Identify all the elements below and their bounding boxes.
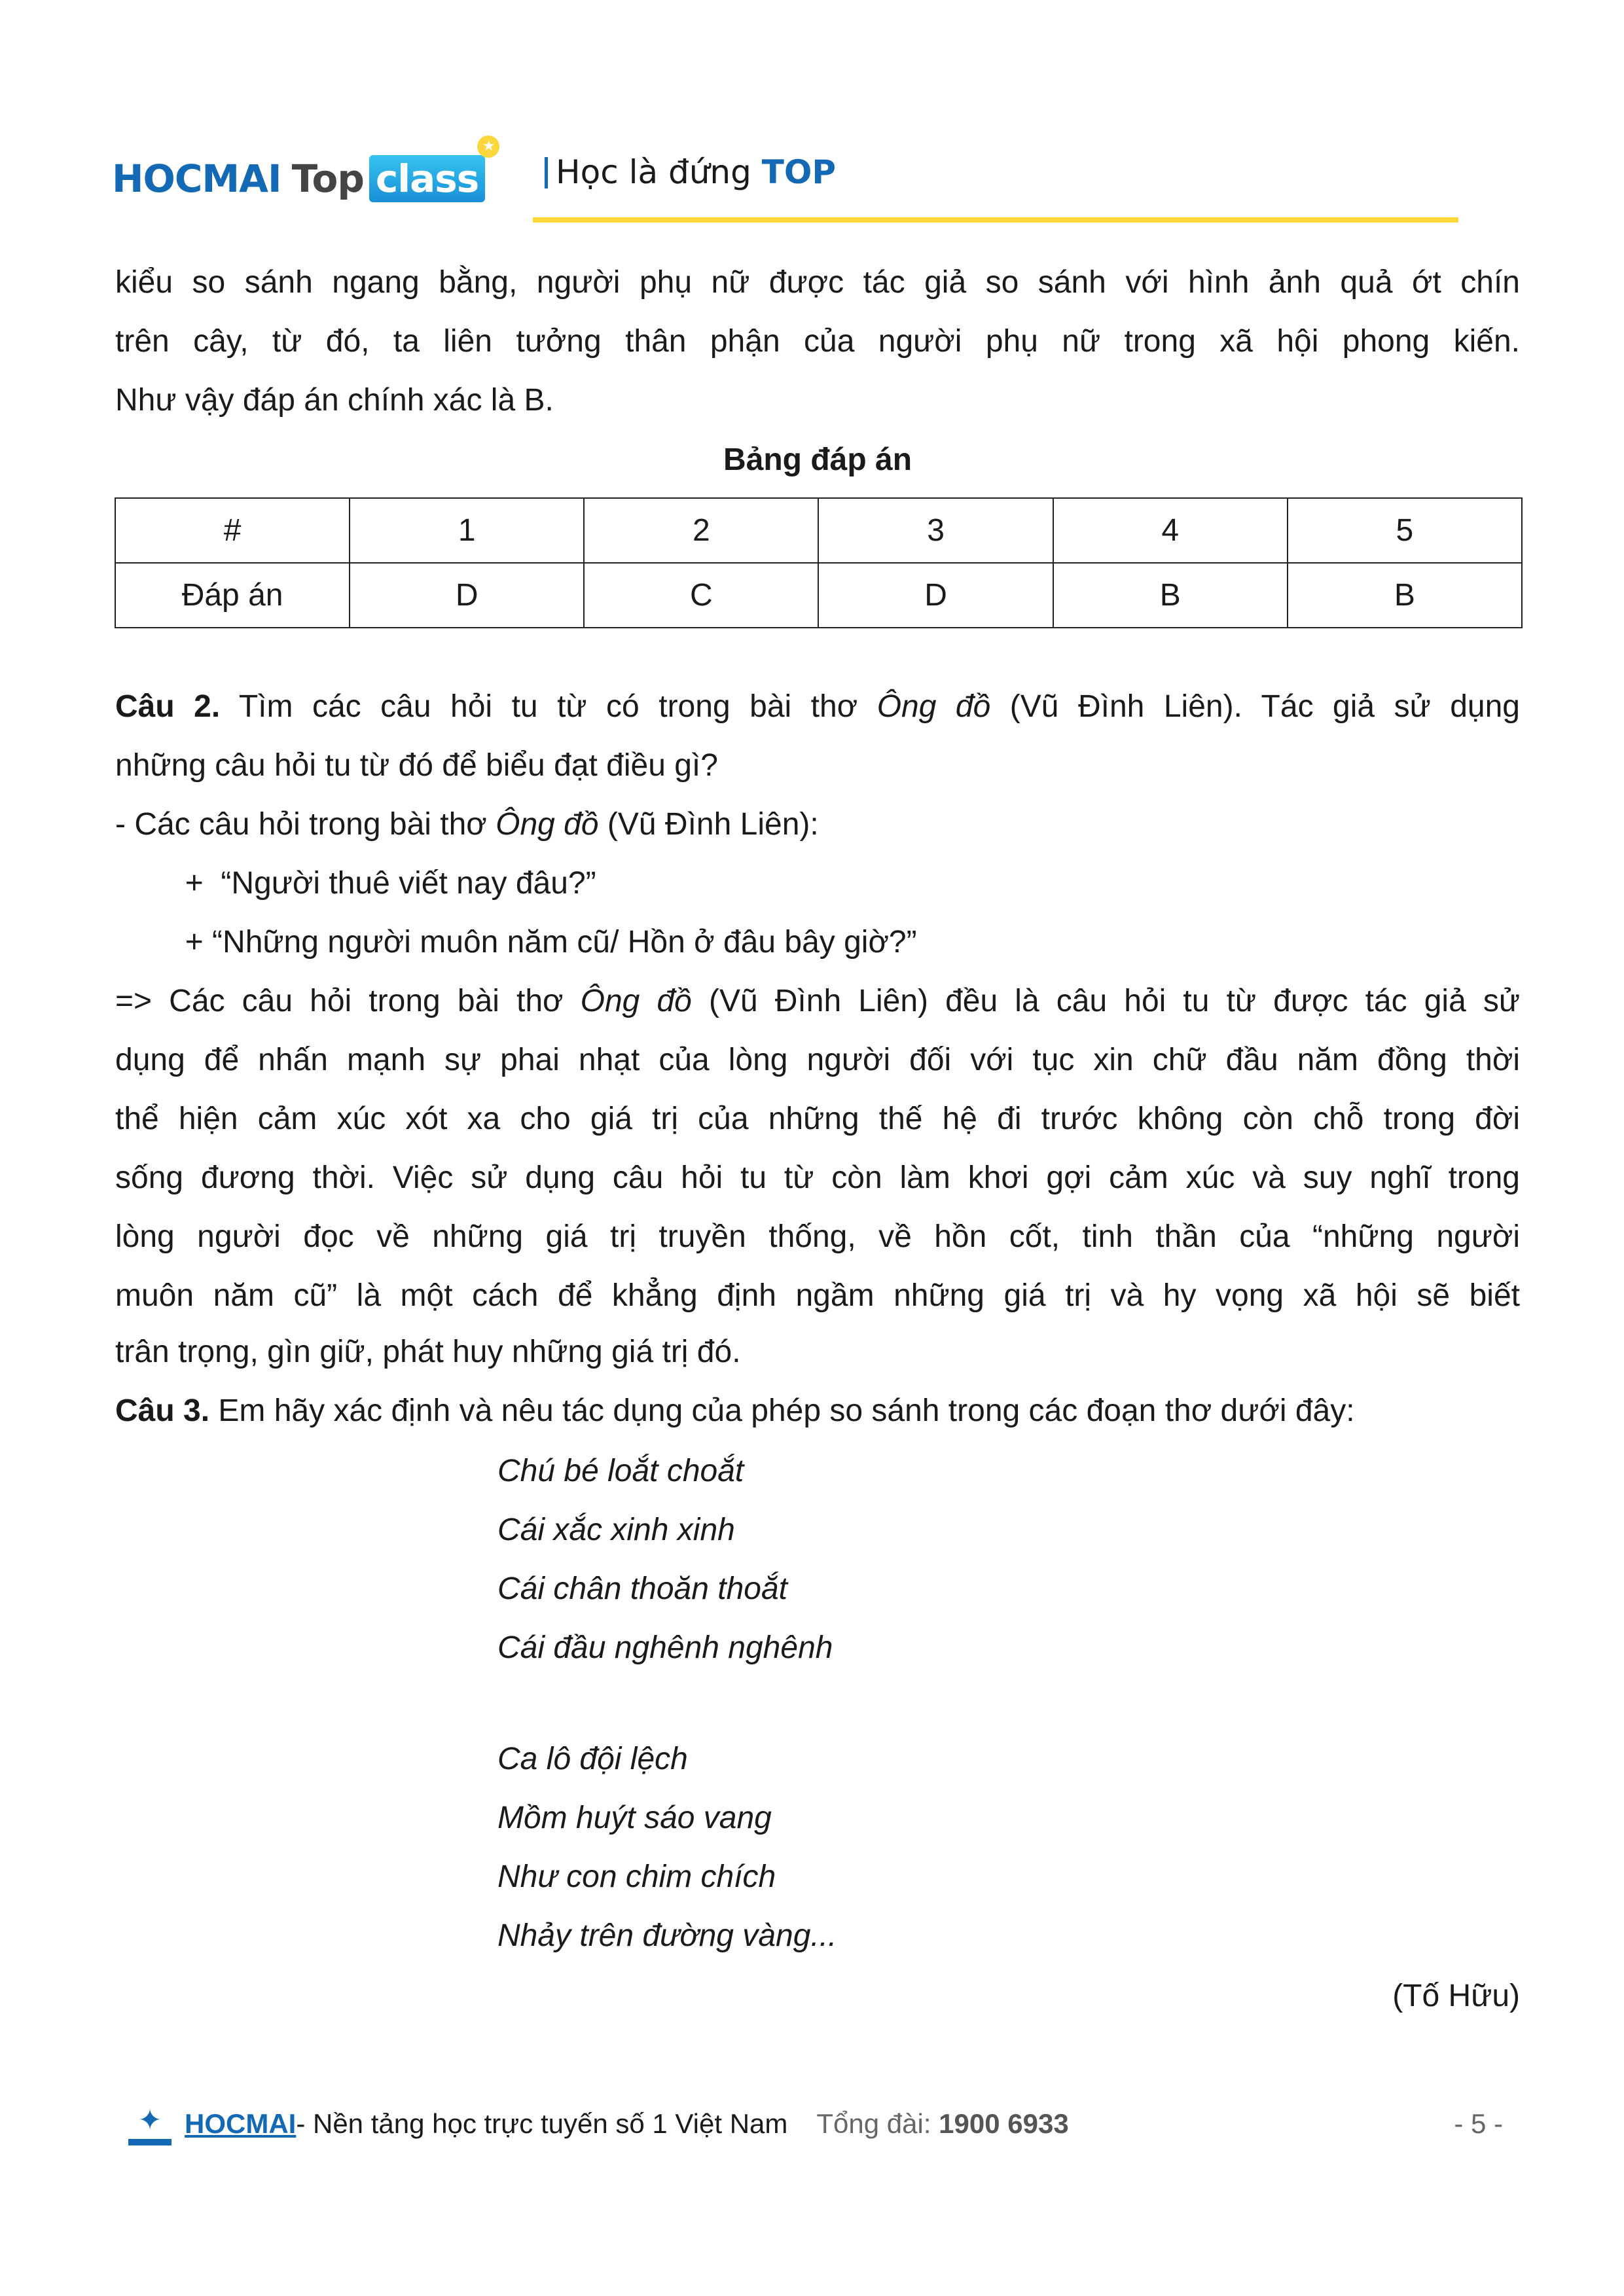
table-cell: Đáp án xyxy=(115,563,350,628)
poem-line: Mồm huýt sáo vang xyxy=(497,1801,772,1835)
table-cell: 5 xyxy=(1288,498,1522,563)
poem-line: Ca lô đội lệch xyxy=(497,1742,688,1776)
hocmai-people-icon: ✦ xyxy=(128,2102,171,2145)
text-span: dụng để nhấn mạnh sự phai nhạt của lòng người đối với tục xin chữ đầu năm đồng thời xyxy=(115,1043,1520,1077)
text-span: Tìm các câu hỏi tu từ có trong bài thơ xyxy=(220,689,877,724)
text-span: + “Những người muôn năm cũ/ Hồn ở đâu bây giờ?” xyxy=(115,925,917,960)
table-row xyxy=(115,563,1522,628)
text-span: (Vũ Đình Liên) đều là câu hỏi tu từ được tác giả sử xyxy=(691,984,1521,1018)
text-span: sống đương thời. Việc sử dụng câu hỏi tu từ còn làm khơi gợi cảm xúc và suy nghĩ trong xyxy=(115,1160,1520,1195)
footer xyxy=(128,2098,1503,2150)
question-label: Câu 2. xyxy=(115,689,221,724)
paragraph-line xyxy=(115,1208,1520,1266)
text-span: + “Người thuê viết nay đâu?” xyxy=(115,866,596,901)
table-cell: # xyxy=(115,498,350,563)
footer-phone xyxy=(816,2108,1068,2140)
paragraph-line xyxy=(115,854,1520,913)
poem-title: Ông đồ xyxy=(496,807,599,842)
poem-line: Chú bé loắt choắt xyxy=(497,1454,744,1488)
paragraph-line xyxy=(115,371,1520,430)
text-span: => Các câu hỏi trong bài thơ xyxy=(115,984,581,1018)
table-cell: 3 xyxy=(818,498,1053,563)
text-span: những câu hỏi tu từ đó để biểu đạt điều gì? xyxy=(115,748,718,783)
paragraph-line xyxy=(115,253,1520,312)
text-span: (Vũ Đình Liên). Tác giả sử dụng xyxy=(990,689,1521,724)
logo-class xyxy=(369,138,495,202)
text-span: Như vậy đáp án chính xác là B. xyxy=(115,383,554,418)
answer-table xyxy=(115,497,1523,628)
table-cell: 4 xyxy=(1053,498,1288,563)
poem-line: Như con chim chích xyxy=(497,1859,776,1894)
poem-line: Cái chân thoăn thoắt xyxy=(497,1571,787,1606)
slogan-text: Học là đứng xyxy=(556,153,751,191)
text-span: trân trọng, gìn giữ, phát huy những giá trị đó. xyxy=(115,1335,741,1369)
text-span: thể hiện cảm xúc xót xa cho giá trị của những thế hệ đi trước không còn chỗ trong đời xyxy=(115,1102,1520,1136)
logo-hocmai: HOCMAI xyxy=(112,156,281,201)
paragraph-line xyxy=(115,972,1520,1031)
paragraph-line xyxy=(115,1090,1520,1149)
text-span: Em hãy xác định và nêu tác dụng của phép so sánh trong các đoạn thơ dưới đây: xyxy=(209,1393,1355,1428)
paragraph-line xyxy=(115,736,1520,795)
text-span: (Vũ Đình Liên): xyxy=(598,807,819,842)
slogan-bold: TOP xyxy=(761,153,837,191)
table-cell: C xyxy=(584,563,818,628)
poem-line: Cái đầu nghênh nghênh xyxy=(497,1630,833,1665)
footer-brand-link[interactable]: HOCMAI xyxy=(185,2108,297,2139)
text-span: muôn năm cũ” là một cách để khẳng định ngầm những giá trị và hy vọng xã hội sẽ biết xyxy=(115,1278,1520,1313)
paragraph-line xyxy=(115,1266,1520,1325)
paragraph-line xyxy=(115,795,1520,854)
hocmai-topclass-logo xyxy=(112,138,495,208)
text-span: kiểu so sánh ngang bằng, người phụ nữ được tác giả so sánh với hình ảnh quả ớt chín xyxy=(115,265,1520,300)
phone-label: Tổng đài: xyxy=(816,2108,939,2139)
text-span: - Các câu hỏi trong bài thơ xyxy=(115,807,496,842)
table-cell: D xyxy=(350,563,584,628)
paragraph-line xyxy=(115,312,1520,371)
poem-line: Nhảy trên đường vàng... xyxy=(497,1918,837,1953)
phone-number: 1900 6933 xyxy=(939,2108,1069,2139)
table-cell: D xyxy=(818,563,1053,628)
paragraph-line xyxy=(115,913,1520,972)
table-cell: B xyxy=(1288,563,1522,628)
paragraph-line xyxy=(115,1382,1520,1441)
text-span: lòng người đọc về những giá trị truyền thống, về hồn cốt, tinh thần của “những người xyxy=(115,1219,1520,1254)
paragraph-line xyxy=(115,677,1520,736)
paragraph-line xyxy=(115,1031,1520,1090)
paragraph-line xyxy=(115,1149,1520,1208)
logo-class-text: class xyxy=(375,156,479,201)
page-number: - 5 - xyxy=(1454,2108,1503,2139)
header-underline xyxy=(533,217,1458,223)
table-header-row xyxy=(115,498,1522,563)
slogan xyxy=(545,149,836,195)
footer-tagline: - Nền tảng học trực tuyến số 1 Việt Nam xyxy=(296,2108,788,2139)
table-cell: B xyxy=(1053,563,1288,628)
table-cell: 2 xyxy=(584,498,818,563)
paragraph-line xyxy=(115,1323,1520,1382)
star-badge-icon: ★ xyxy=(477,135,499,158)
question-label: Câu 3. xyxy=(115,1393,210,1428)
poem-title: Ông đồ xyxy=(876,689,991,724)
table-cell: 1 xyxy=(350,498,584,563)
poem-title: Ông đồ xyxy=(580,984,692,1018)
text-span: trên cây, từ đó, ta liên tưởng thân phận của người phụ nữ trong xã hội phong kiến. xyxy=(115,324,1520,359)
poem-line: Cái xắc xinh xinh xyxy=(497,1513,735,1547)
table-title: Bảng đáp án xyxy=(723,442,912,477)
slogan-divider xyxy=(545,157,548,188)
logo-top: Top xyxy=(291,156,364,201)
poem-author: (Tố Hữu) xyxy=(1392,1979,1520,2013)
